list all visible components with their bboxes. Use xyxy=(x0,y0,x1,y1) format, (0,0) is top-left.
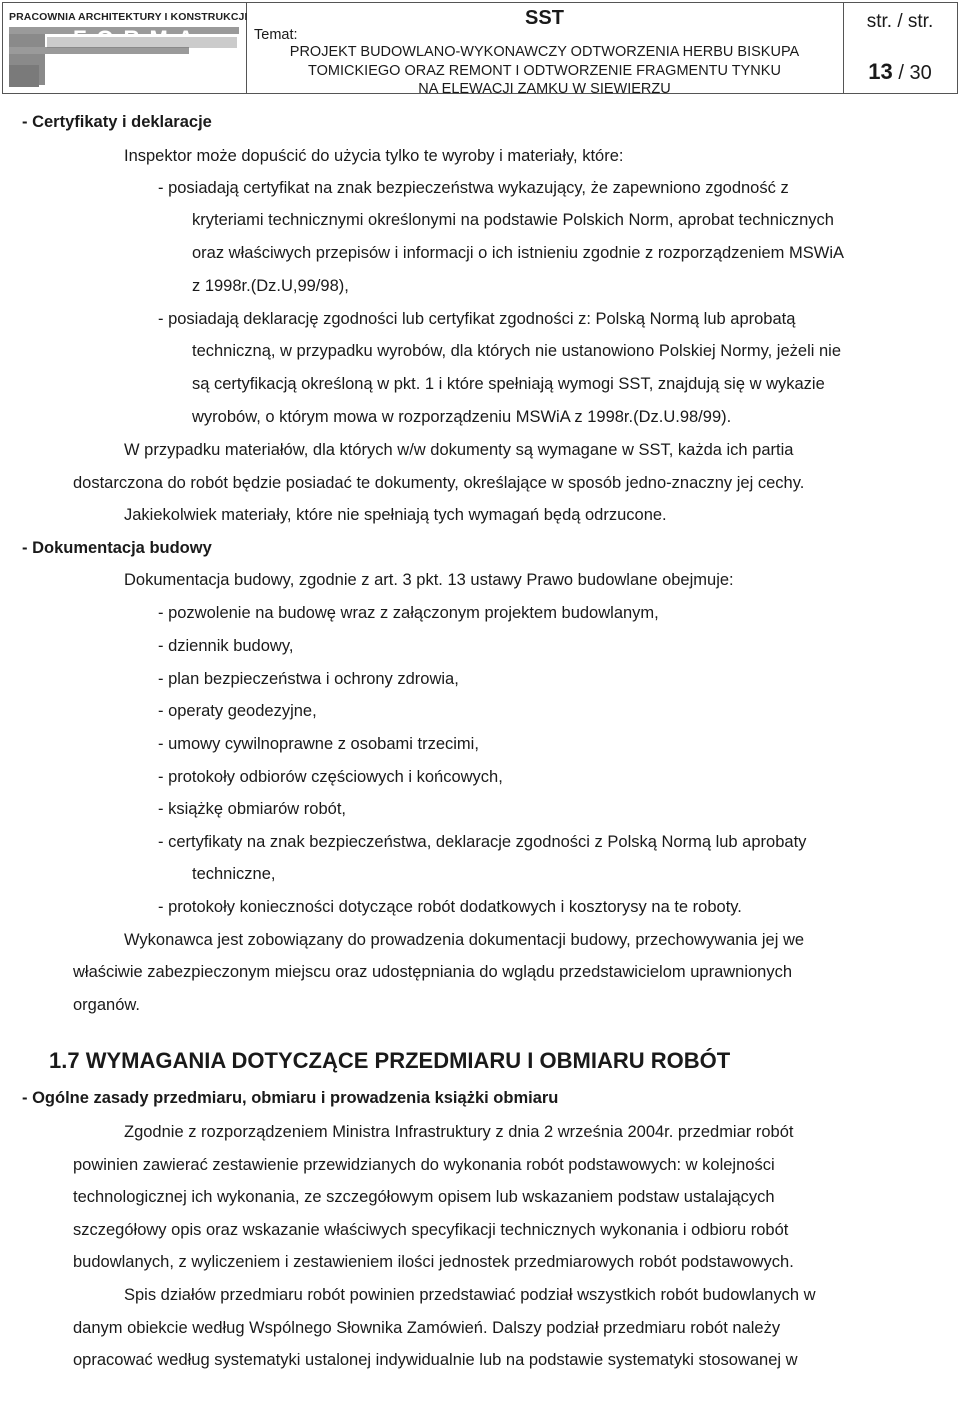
logo-company-name: PRACOWNIA ARCHITEKTURY I KONSTRUKCJI xyxy=(9,11,248,23)
paragraph-line: organów. xyxy=(73,996,140,1014)
paragraph-line: właściwie zabezpieczonym miejscu oraz udostępniania do wglądu przedstawicielom uprawnionych xyxy=(73,963,793,981)
list-item: - posiadają deklarację zgodności lub certyfikat zgodności z: Polską Normą lub aprobatą xyxy=(158,310,796,328)
temat-label: Temat: xyxy=(254,27,298,43)
paragraph-line: Inspektor może dopuścić do użycia tylko te wyroby i materiały, które: xyxy=(124,147,624,165)
paragraph-line: budowlanych, z wyliczeniem i zestawieniem ilości jednostek przedmiarowych robót podstawowych. xyxy=(73,1253,794,1271)
list-item: - operaty geodezyjne, xyxy=(158,702,317,720)
chapter-heading: 1.7 WYMAGANIA DOTYCZĄCE PRZEDMIARU I OBMIARU ROBÓT xyxy=(49,1048,731,1073)
list-item: - umowy cywilnoprawne z osobami trzecimi, xyxy=(158,735,479,753)
list-item-continuation: są certyfikacją określoną w pkt. 1 i które spełniają wymogi SST, znajdują się w wykazie xyxy=(192,375,825,393)
list-item-continuation: kryteriami technicznymi określonymi na podstawie Polskich Norm, aprobat technicznych xyxy=(192,211,834,229)
list-item: - posiadają certyfikat na znak bezpieczeństwa wykazujący, że zapewniono zgodność z xyxy=(158,179,789,197)
list-item: - książkę obmiarów robót, xyxy=(158,800,346,818)
list-item-continuation: wyrobów, o którym mowa w rozporządzeniu MSWiA z 1998r.(Dz.U.98/99). xyxy=(192,408,732,426)
list-item: - pozwolenie na budowę wraz z załączonym projektem budowlanym, xyxy=(158,604,659,622)
list-item-continuation: techniczną, w przypadku wyrobów, dla których nie ustanowiono Polskiej Normy, jeżeli nie xyxy=(192,342,842,360)
list-item: - certyfikaty na znak bezpieczeństwa, deklaracje zgodności z Polską Normą lub aprobaty xyxy=(158,833,807,851)
paragraph-line: dostarczona do robót będzie posiadać te dokumenty, określające w sposób jedno-znaczny jej cechy. xyxy=(73,474,805,492)
paragraph-line: Wykonawca jest zobowiązany do prowadzenia dokumentacji budowy, przechowywania jej we xyxy=(124,931,805,949)
page-total: / 30 xyxy=(898,62,932,84)
page-label: str. / str. xyxy=(866,11,934,32)
list-item-continuation: techniczne, xyxy=(192,865,276,883)
paragraph-line: opracować według systematyki ustalonej indywidualnie lub na podstawie systematyki stosowanej w xyxy=(73,1351,798,1369)
page-current: 13 xyxy=(868,59,893,84)
list-item-continuation: oraz właściwych przepisów i informacji o ich istnieniu zgodnie z rozporządzeniem MSWiA xyxy=(192,244,844,262)
paragraph-line: W przypadku materiałów, dla których w/w dokumenty są wymagane w SST, każda ich partia xyxy=(124,441,794,459)
paragraph-line: Spis działów przedmiaru robót powinien przedstawiać podział wszystkich robót budowlanych w xyxy=(124,1286,816,1304)
project-title-line: TOMICKIEGO ORAZ REMONT I ODTWORZENIE FRAGMENTU TYNKU xyxy=(308,62,781,79)
list-item: - protokoły konieczności dotyczące robót dodatkowych i kosztorysy na te roboty. xyxy=(158,898,742,916)
svg-text:FORMA: FORMA xyxy=(73,26,204,51)
paragraph-line: danym obiekcie według Wspólnego Słownika Zamówień. Dalszy podział przedmiaru robót należy xyxy=(73,1319,781,1337)
paragraph-line: szczegółowy opis oraz wskazanie właściwych specyfikacji technicznych wykonania i odbioru robót xyxy=(73,1221,789,1239)
list-item-continuation: z 1998r.(Dz.U,99/98), xyxy=(192,277,349,295)
paragraph-line: powinien zawierać zestawienie przewidzianych do wykonania robót podstawowych: w kolejności xyxy=(73,1156,775,1174)
section-heading: - Ogólne zasady przedmiaru, obmiaru i prowadzenia książki obmiaru xyxy=(22,1089,559,1107)
paragraph-line: Zgodnie z rozporządzeniem Ministra Infrastruktury z dnia 2 września 2004r. przedmiar robót xyxy=(124,1123,794,1141)
doc-type: SST xyxy=(525,7,564,29)
paragraph-line: Dokumentacja budowy, zgodnie z art. 3 pkt. 13 ustawy Prawo budowlane obejmuje: xyxy=(124,571,734,589)
paragraph-line: technologicznej ich wykonania, ze szczegółowym opisem lub wskazaniem podstaw ustalających xyxy=(73,1188,775,1206)
project-title-line: NA ELEWACJI ZAMKU W SIEWIERZU xyxy=(418,81,671,97)
project-title-line: PROJEKT BUDOWLANO-WYKONAWCZY ODTWORZENIA HERBU BISKUPA xyxy=(289,44,800,60)
paragraph-line: Jakiekolwiek materiały, które nie spełniają tych wymagań będą odrzucone. xyxy=(124,506,667,524)
section-heading: - Dokumentacja budowy xyxy=(22,539,212,557)
list-item: - dziennik budowy, xyxy=(158,637,294,655)
section-heading: - Certyfikaty i deklaracje xyxy=(22,113,212,131)
list-item: - plan bezpieczeństwa i ochrony zdrowia, xyxy=(158,670,459,688)
list-item: - protokoły odbiorów częściowych i końcowych, xyxy=(158,768,503,786)
